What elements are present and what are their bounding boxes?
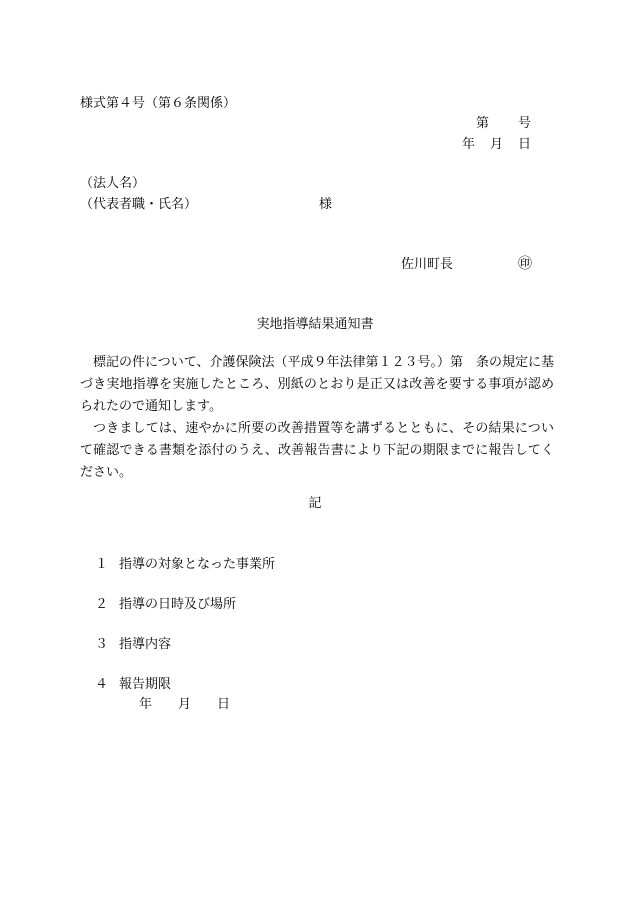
- document-number: 第 号: [475, 116, 532, 131]
- list-item-label: 指導内容: [119, 637, 172, 652]
- list-item: [95, 678, 171, 691]
- list-item-label: 指導の対象となった事業所: [119, 557, 276, 572]
- recipient-honorific: 様: [319, 197, 333, 212]
- list-item-number: ４: [95, 677, 109, 692]
- deadline-date: 年 月 日: [139, 697, 231, 712]
- recipient-corp-name: （法人名）: [80, 176, 146, 191]
- list-item: [95, 638, 171, 651]
- document-title: 実地指導結果通知書: [256, 317, 374, 332]
- ki-heading: 記: [308, 496, 322, 511]
- document-date: 年 月 日: [461, 137, 532, 152]
- list-item: [95, 558, 275, 571]
- list-item-number: １: [95, 557, 109, 572]
- sender-title: 佐川町長: [401, 257, 454, 272]
- body-paragraph-2: つきましては、速やかに所要の改善措置等を講ずるとともに、その結果について確認できる書類を添付のうえ、改善報告書により下記の期限までに報告してください。: [80, 421, 554, 480]
- list-item-label: 指導の日時及び場所: [119, 597, 237, 612]
- form-label: 様式第４号（第６条関係）: [80, 96, 237, 111]
- list-item-label: 報告期限: [119, 677, 172, 692]
- recipient-rep-name: （代表者職・氏名）: [80, 197, 198, 212]
- body-paragraph-1: 標記の件について、介護保険法（平成９年法律第１２３号。）第 条の規定に基づき実地指導を実施したところ、別紙のとおり是正又は改善を要する事項が認められたので通知します。: [80, 355, 554, 414]
- list-item: [95, 598, 236, 611]
- seal-mark: ㊞: [518, 256, 532, 272]
- list-item-number: ２: [95, 597, 109, 612]
- list-item-number: ３: [95, 637, 109, 652]
